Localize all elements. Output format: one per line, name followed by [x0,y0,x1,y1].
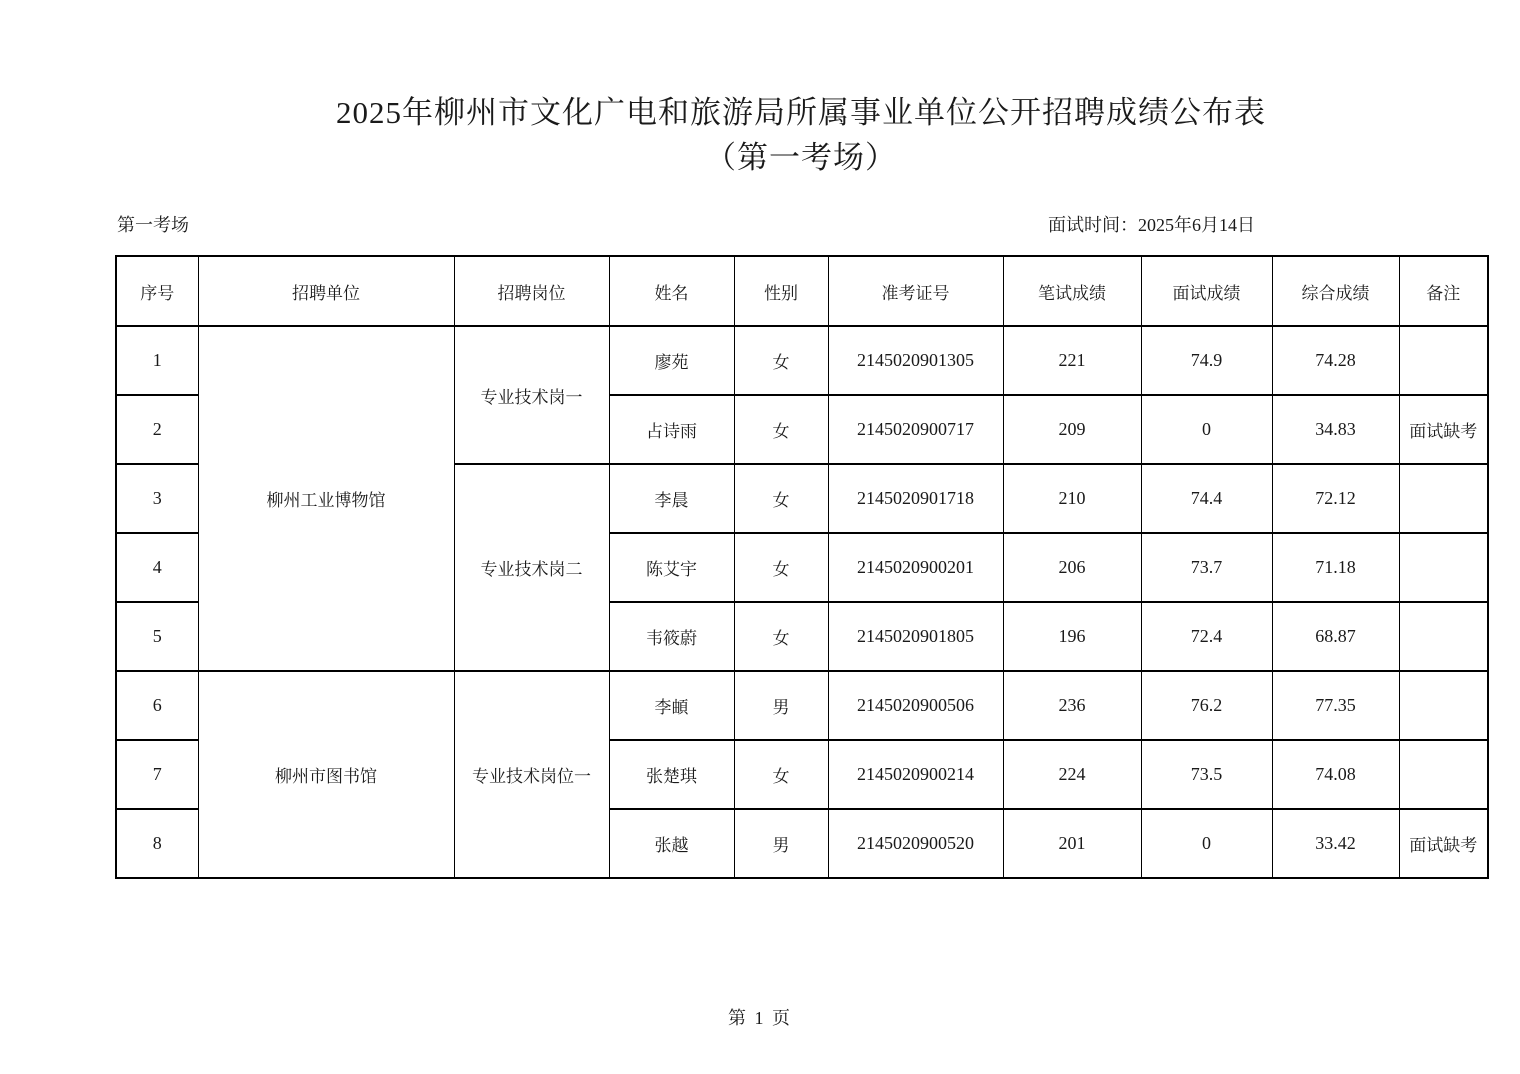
cell-position: 专业技术岗一 [454,326,609,464]
venue-label: 第一考场 [117,215,189,235]
cell-ticket-number: 2145020901305 [828,326,1003,395]
cell-written-score: 236 [1003,671,1141,740]
column-header: 招聘岗位 [454,256,609,326]
cell-gender: 女 [734,395,828,464]
column-header: 备注 [1399,256,1488,326]
cell-ticket-number: 2145020900214 [828,740,1003,809]
cell-candidate-name: 陈艾宇 [609,533,734,602]
cell-overall-score: 72.12 [1272,464,1399,533]
cell-gender: 女 [734,740,828,809]
header-row [116,256,1488,326]
column-header: 笔试成绩 [1003,256,1141,326]
cell-interview-score: 0 [1141,395,1272,464]
cell-gender: 女 [734,464,828,533]
cell-overall-score: 74.28 [1272,326,1399,395]
cell-ticket-number: 2145020900201 [828,533,1003,602]
column-header: 性别 [734,256,828,326]
cell-overall-score: 71.18 [1272,533,1399,602]
cell-serial: 7 [116,740,198,809]
cell-ticket-number: 2145020900506 [828,671,1003,740]
column-header: 招聘单位 [198,256,454,326]
cell-remark [1399,326,1488,395]
cell-remark: 面试缺考 [1399,809,1488,878]
cell-overall-score: 34.83 [1272,395,1399,464]
cell-remark [1399,740,1488,809]
table-row [116,671,1488,740]
cell-position: 专业技术岗位一 [454,671,609,878]
cell-serial: 3 [116,464,198,533]
cell-interview-score: 73.5 [1141,740,1272,809]
cell-serial: 6 [116,671,198,740]
cell-written-score: 206 [1003,533,1141,602]
cell-ticket-number: 2145020901805 [828,602,1003,671]
cell-candidate-name: 张楚琪 [609,740,734,809]
cell-candidate-name: 李晨 [609,464,734,533]
cell-interview-score: 73.7 [1141,533,1272,602]
cell-gender: 男 [734,809,828,878]
cell-serial: 5 [116,602,198,671]
cell-written-score: 221 [1003,326,1141,395]
page-number: 第 1 页 [728,1008,792,1028]
column-header: 综合成绩 [1272,256,1399,326]
cell-written-score: 196 [1003,602,1141,671]
cell-remark [1399,464,1488,533]
cell-candidate-name: 李頔 [609,671,734,740]
score-table-body [116,326,1488,878]
cell-gender: 男 [734,671,828,740]
cell-candidate-name: 韦筱蔚 [609,602,734,671]
table-row [116,326,1488,395]
cell-ticket-number: 2145020901718 [828,464,1003,533]
cell-interview-score: 74.4 [1141,464,1272,533]
column-header: 序号 [116,256,198,326]
cell-gender: 女 [734,602,828,671]
cell-interview-score: 72.4 [1141,602,1272,671]
cell-interview-score: 74.9 [1141,326,1272,395]
cell-serial: 8 [116,809,198,878]
cell-remark [1399,602,1488,671]
cell-ticket-number: 2145020900717 [828,395,1003,464]
cell-written-score: 210 [1003,464,1141,533]
page-title-line1: 2025年柳州市文化广电和旅游局所属事业单位公开招聘成绩公布表 [336,95,1266,130]
cell-remark [1399,671,1488,740]
page-title-line2: （第一考场） [705,140,897,175]
cell-candidate-name: 占诗雨 [609,395,734,464]
cell-serial: 1 [116,326,198,395]
cell-interview-score: 0 [1141,809,1272,878]
cell-interview-score: 76.2 [1141,671,1272,740]
cell-candidate-name: 廖苑 [609,326,734,395]
cell-gender: 女 [734,533,828,602]
cell-candidate-name: 张越 [609,809,734,878]
cell-written-score: 209 [1003,395,1141,464]
cell-written-score: 201 [1003,809,1141,878]
cell-remark: 面试缺考 [1399,395,1488,464]
cell-remark [1399,533,1488,602]
cell-overall-score: 33.42 [1272,809,1399,878]
column-header: 面试成绩 [1141,256,1272,326]
cell-overall-score: 68.87 [1272,602,1399,671]
cell-serial: 2 [116,395,198,464]
cell-overall-score: 77.35 [1272,671,1399,740]
cell-position: 专业技术岗二 [454,464,609,671]
cell-recruiting-unit: 柳州工业博物馆 [198,326,454,671]
column-header: 准考证号 [828,256,1003,326]
column-header: 姓名 [609,256,734,326]
cell-serial: 4 [116,533,198,602]
cell-ticket-number: 2145020900520 [828,809,1003,878]
page-title [115,90,1487,180]
cell-gender: 女 [734,326,828,395]
score-table [115,255,1489,879]
cell-written-score: 224 [1003,740,1141,809]
cell-recruiting-unit: 柳州市图书馆 [198,671,454,878]
cell-overall-score: 74.08 [1272,740,1399,809]
interview-time-label: 面试时间：2025年6月14日 [1048,215,1255,235]
